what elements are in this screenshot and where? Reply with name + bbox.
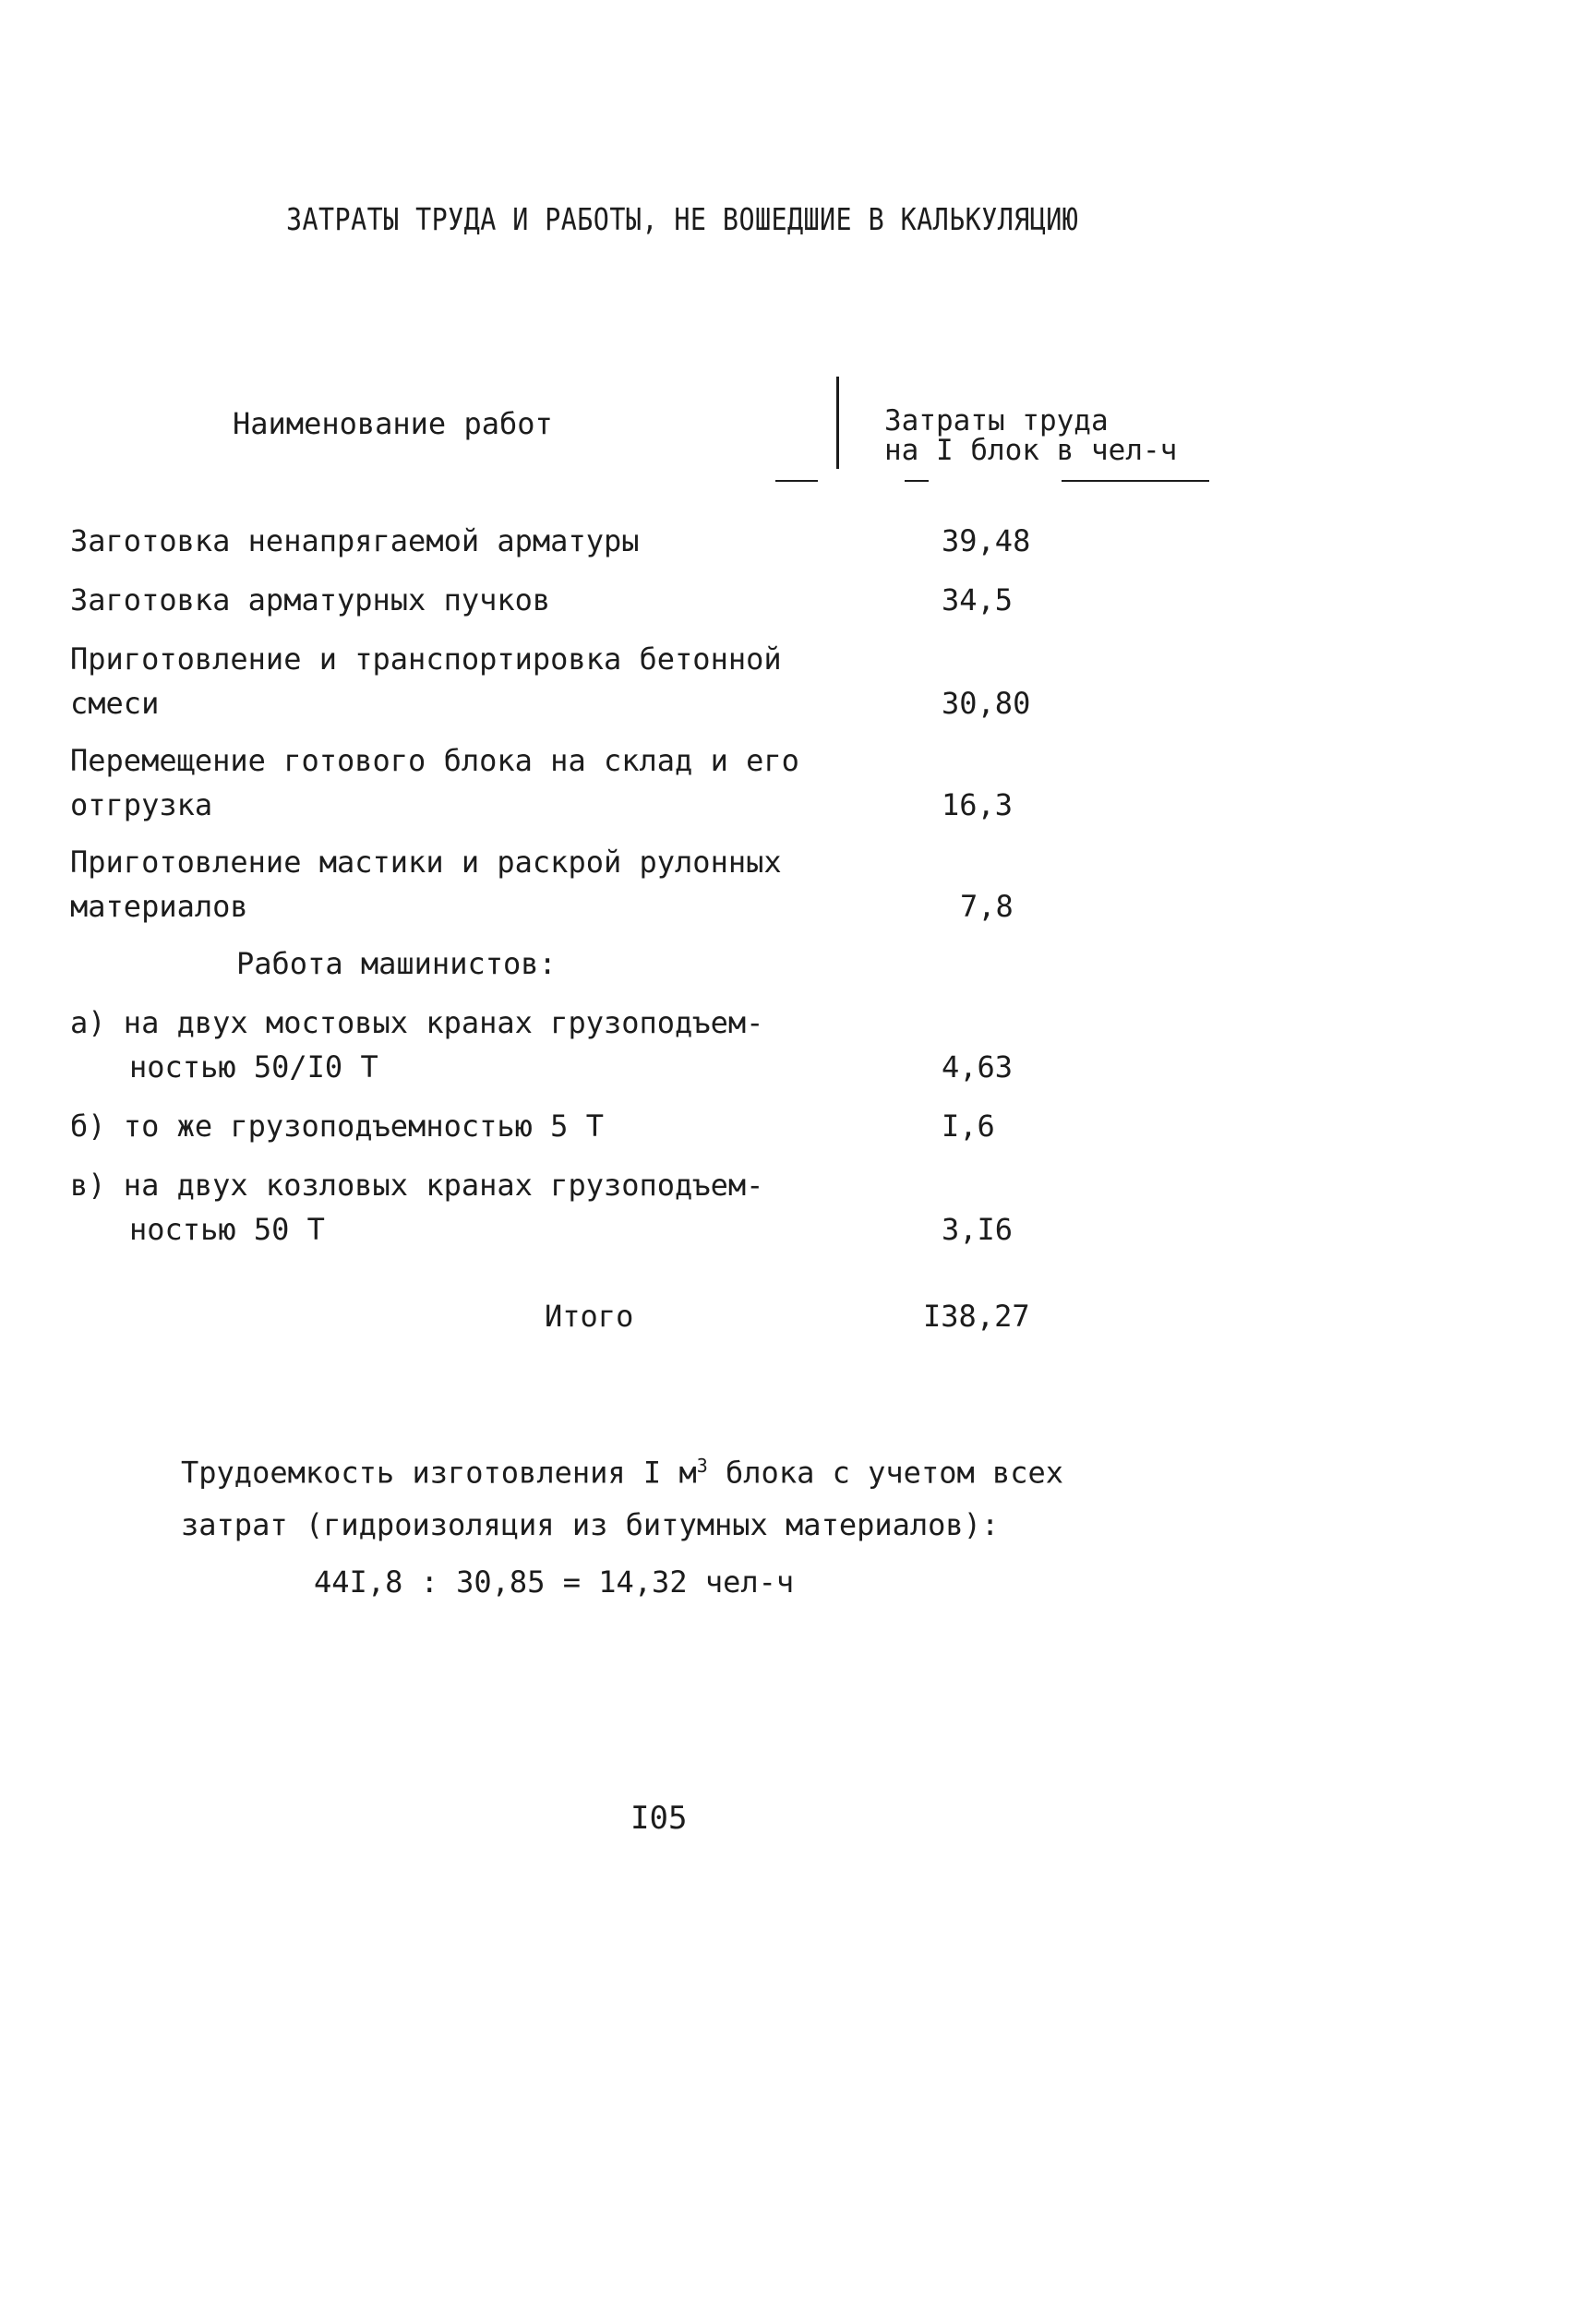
table-row-9-label-line1: в) на двух козловых кранах грузоподъем- (70, 1168, 764, 1203)
page-title: ЗАТРАТЫ ТРУДА И РАБОТЫ, НЕ ВОШЕДШИЕ В КАЛЬКУЛЯЦИЮ (286, 201, 1079, 237)
table-row-4-label-line1: Перемещение готового блока на склад и его (70, 743, 799, 778)
table-row-5-value: 7,8 (960, 889, 1014, 924)
table-row-7-value: 4,63 (942, 1049, 1014, 1085)
column-header-labor-cost-line1: Затраты труда (884, 404, 1109, 437)
table-row-2-value: 34,5 (942, 582, 1014, 617)
table-total-value: I38,27 (923, 1299, 1030, 1334)
table-row-3-value: 30,80 (942, 686, 1031, 721)
header-underline-right (1062, 480, 1209, 482)
note-line-2: затрат (гидроизоляция из битумных материалов): (181, 1507, 1000, 1542)
table-row-1-label: Заготовка ненапрягаемой арматуры (70, 523, 640, 558)
column-header-labor-cost (884, 406, 1177, 465)
table-row-8-label: б) то же грузоподъемностью 5 Т (70, 1109, 604, 1144)
table-row-4-label-line2: отгрузка (70, 787, 213, 822)
table-row-7-label-line1: а) на двух мостовых кранах грузоподъем- (70, 1005, 764, 1040)
table-row-2-label: Заготовка арматурных пучков (70, 582, 551, 617)
note-line-1 (181, 1444, 1063, 1495)
column-header-work-name: Наименование работ (233, 406, 553, 441)
table-row-3-label-line1: Приготовление и транспортировка бетонной (70, 641, 782, 677)
table-subheading-operators: Работа машинистов: (236, 946, 557, 981)
table-row-9-label-line2: ностью 50 Т (129, 1212, 325, 1247)
column-divider (836, 377, 839, 469)
header-underline-mid (905, 480, 929, 482)
note-line-1-superscript: 3 (696, 1455, 708, 1477)
table-row-3-label-line2: смеси (70, 686, 160, 721)
note-formula: 44I,8 : 30,85 = 14,32 чел-ч (314, 1564, 795, 1600)
table-row-5-label-line1: Приготовление мастики и раскрой рулонных (70, 845, 782, 880)
table-row-7-label-line2: ностью 50/I0 Т (129, 1049, 378, 1085)
column-header-labor-cost-line2: на I блок в чел-ч (884, 434, 1178, 467)
table-row-8-value: I,6 (942, 1109, 995, 1144)
table-total-label: Итого (545, 1299, 634, 1334)
header-underline-left (775, 480, 818, 482)
note-line-1-after: блока с учетом всех (707, 1455, 1064, 1491)
table-row-4-value: 16,3 (942, 787, 1014, 822)
note-line-1-before: Трудоемкость изготовления I м (181, 1455, 697, 1491)
table-row-9-value: 3,I6 (942, 1212, 1014, 1247)
page-number: I05 (630, 1800, 688, 1837)
table-row-5-label-line2: материалов (70, 889, 248, 924)
table-row-1-value: 39,48 (942, 523, 1031, 558)
